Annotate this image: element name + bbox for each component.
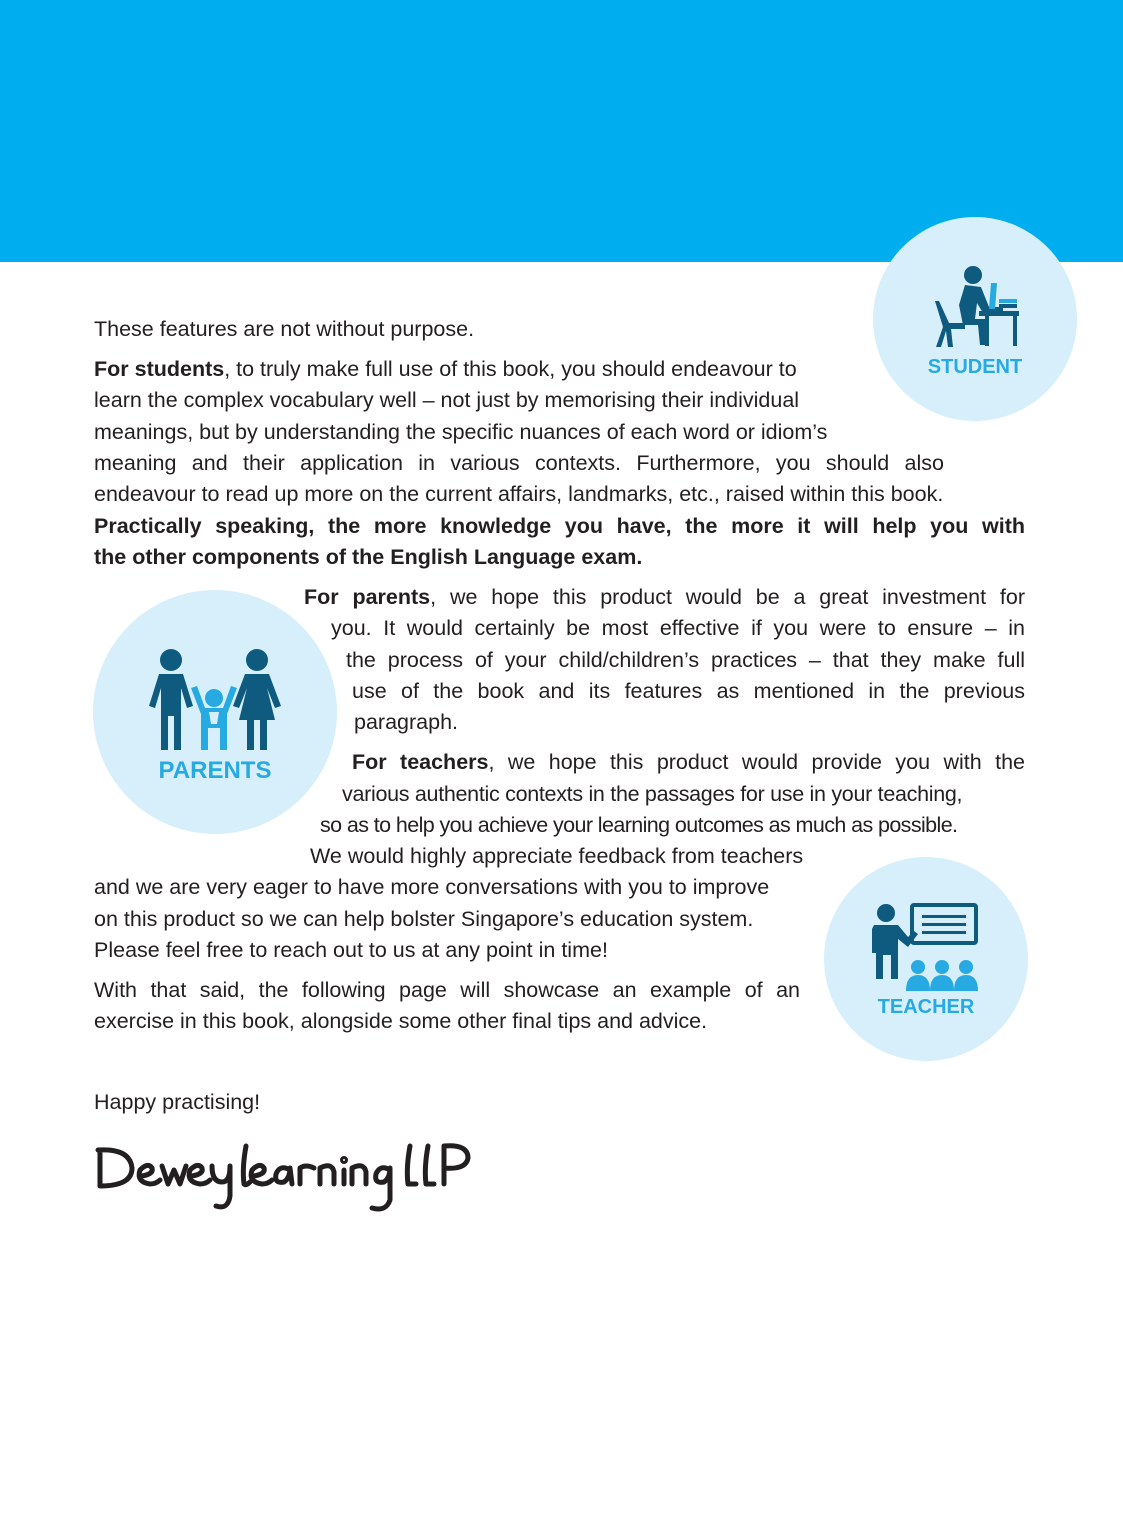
teachers-line-7: Please feel free to reach out to us at any point in time! xyxy=(94,938,608,962)
students-line-2: learn the complex vocabulary well – not just by memorising their individual xyxy=(94,388,800,412)
parents-line-2: you. It would certainly be most effective if you were to ensure – in xyxy=(331,616,1025,640)
parents-line-3: the process of your child/children’s practices – that they make full xyxy=(346,648,1025,672)
parents-line-1-text: , we hope this product would be a great investment for xyxy=(430,585,1025,609)
teachers-line-4: We would highly appreciate feedback from teachers xyxy=(310,844,804,868)
teachers-line-1-text: , we hope this product would provide you with the xyxy=(488,750,1025,774)
students-bold-line-1: Practically speaking, the more knowledge you have, the more it will help you with xyxy=(94,514,1025,538)
student-badge xyxy=(873,217,1077,421)
teachers-line-2: various authentic contexts in the passages for use in your teaching, xyxy=(342,782,963,806)
intro-text: These features are not without purpose. xyxy=(94,317,475,341)
students-line-1 xyxy=(94,355,797,383)
parents-line-1 xyxy=(304,583,1025,611)
teacher-label: TEACHER xyxy=(877,996,975,1018)
family-icon xyxy=(141,646,287,752)
students-bold-line-2: the other components of the English Language exam. xyxy=(94,545,643,569)
signature-image xyxy=(94,1138,524,1218)
parents-lead: For parents xyxy=(304,585,431,609)
teachers-line-1 xyxy=(352,748,1025,776)
students-line-5: endeavour to read up more on the current affairs, landmarks, etc., raised within this book. xyxy=(94,482,944,506)
teachers-lead: For teachers xyxy=(352,750,489,774)
signoff-text: Happy practising! xyxy=(94,1090,261,1114)
parents-line-4: use of the book and its features as mentioned in the previous xyxy=(352,679,1025,703)
students-lead: For students xyxy=(94,357,225,381)
student-label: STUDENT xyxy=(927,356,1023,378)
teacher-badge xyxy=(824,857,1028,1061)
teachers-line-3: so as to help you achieve your learning outcomes as much as possible. xyxy=(320,813,958,837)
students-line-4: meaning and their application in various contexts. Furthermore, you should also xyxy=(94,451,944,475)
parents-line-5: paragraph. xyxy=(354,710,458,734)
parents-badge xyxy=(93,590,337,834)
teachers-line-6: on this product so we can help bolster Singapore’s education system. xyxy=(94,907,754,931)
closing-line-1: With that said, the following page will showcase an example of an xyxy=(94,978,800,1002)
closing-line-2: exercise in this book, alongside some other final tips and advice. xyxy=(94,1009,708,1033)
teacher-at-board-icon xyxy=(868,901,984,997)
parents-label: PARENTS xyxy=(158,757,272,784)
students-line-1-text: , to truly make full use of this book, you should endeavour to xyxy=(224,357,797,381)
students-line-3: meanings, but by understanding the specific nuances of each word or idiom’s xyxy=(94,420,828,444)
student-at-desk-icon xyxy=(929,263,1021,351)
teachers-line-5: and we are very eager to have more conversations with you to improve xyxy=(94,875,770,899)
